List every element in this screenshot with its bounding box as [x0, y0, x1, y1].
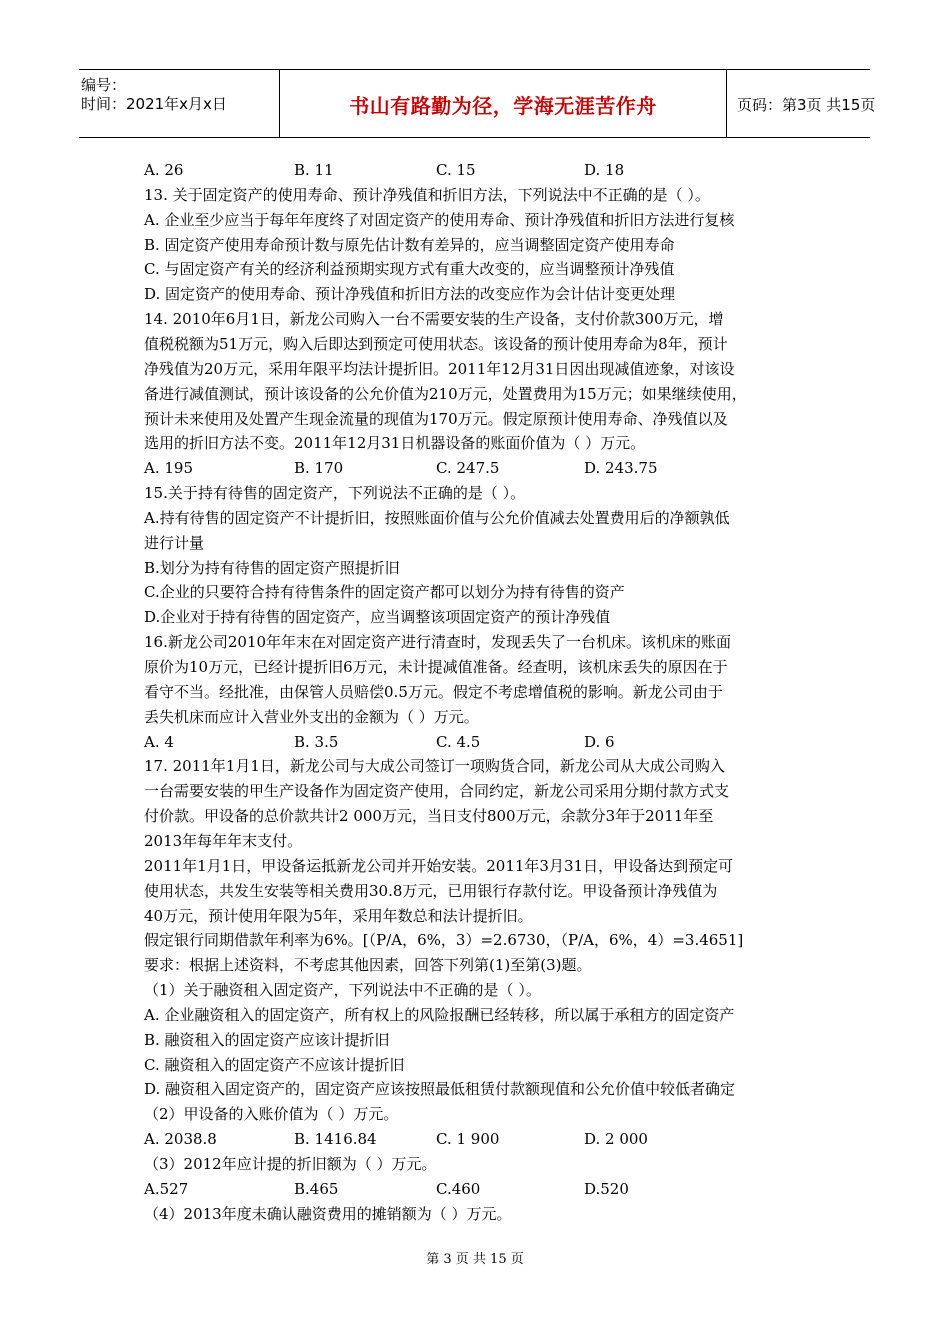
text-line: 备进行减值测试，预计该设备的公允价值为210万元，处置费用为15万元；如果继续使用， [144, 385, 747, 403]
text-line: 2013年每年年末支付。 [144, 832, 303, 850]
answer-option: D. 2 000 [584, 1130, 648, 1148]
text-line: C. 与固定资产有关的经济利益预期实现方式有重大改变的，应当调整预计净残值 [144, 260, 675, 278]
answer-option: D.520 [584, 1180, 629, 1198]
answer-option: A.527 [144, 1180, 189, 1198]
page-label: 页码：第3页 共15页 [737, 96, 876, 114]
answer-option: D. 18 [584, 161, 625, 179]
text-line: 进行计量 [144, 534, 205, 552]
answer-option: C. 15 [436, 161, 476, 179]
answer-option: C. 1 900 [436, 1130, 500, 1148]
text-line: 使用状态，共发生安装等相关费用30.8万元，已用银行存款付讫。甲设备预计净残值为 [144, 882, 718, 900]
text-line: 选用的折旧方法不变。2011年12月31日机器设备的账面价值为（ ）万元。 [144, 434, 646, 452]
text-line: （1）关于融资租入固定资产，下列说法中不正确的是（ ）。 [144, 981, 541, 999]
text-line: （4）2013年度未确认融资费用的摊销额为（ ）万元。 [144, 1205, 512, 1223]
text-line: （2）甲设备的入账价值为（ ）万元。 [144, 1105, 399, 1123]
text-line: 一台需要安装的甲生产设备作为固定资产使用，合同约定，新龙公司采用分期付款方式支 [144, 782, 730, 800]
answer-option: C. 247.5 [436, 459, 500, 477]
answer-option: C. 4.5 [436, 733, 481, 751]
text-line: 值税税额为51万元，购入后即达到预定可使用状态。该设备的预计使用寿命为8年，预计 [144, 335, 728, 353]
text-line: 40万元，预计使用年限为5年，采用年数总和法计提折旧。 [144, 907, 533, 925]
motto: 书山有路勤为径，学海无涯苦作舟 [349, 94, 657, 118]
text-line: 17. 2011年1月1日，新龙公司与大成公司签订一项购货合同，新龙公司从大成公司购入 [144, 757, 725, 775]
answer-option: A. 195 [144, 459, 193, 477]
header-motto-cell [279, 70, 727, 137]
text-line: C. 融资租入的固定资产不应该计提折旧 [144, 1056, 405, 1074]
answer-option: B. 170 [294, 459, 344, 477]
date-label: 时间：2021年x月x日 [81, 95, 227, 113]
answer-option: B.465 [294, 1180, 339, 1198]
text-line: 净残值为20万元，采用年限平均法计提折旧。2011年12月31日因出现减值迹象，对该设 [144, 360, 735, 378]
answer-option: D. 6 [584, 733, 615, 751]
text-line: 付价款。甲设备的总价款共计2 000万元，当日支付800万元，余款分3年于2011年至 [144, 807, 714, 825]
text-line: 14. 2010年6月1日，新龙公司购入一台不需要安装的生产设备，支付价款300万元，增 [144, 310, 724, 328]
answer-option: A. 2038.8 [144, 1130, 217, 1148]
answer-option: B. 11 [294, 161, 334, 179]
text-line: 要求：根据上述资料，不考虑其他因素，回答下列第(1)至第(3)题。 [144, 956, 592, 974]
text-line: 看守不当。经批准，由保管人员赔偿0.5万元。假定不考虑增值税的影响。新龙公司由于 [144, 683, 723, 701]
text-line: B. 融资租入的固定资产应该计提折旧 [144, 1031, 390, 1049]
answer-option: A. 4 [144, 733, 174, 751]
text-line: 13. 关于固定资产的使用寿命、预计净残值和折旧方法，下列说法中不正确的是（ ）。 [144, 186, 710, 204]
text-line: C.企业的只要符合持有待售条件的固定资产都可以划分为持有待售的资产 [144, 583, 625, 601]
header-info-cell [79, 70, 279, 137]
text-line: D. 融资租入固定资产的，固定资产应该按照最低租赁付款额现值和公允价值中较低者确定 [144, 1080, 736, 1098]
text-line: 15.关于持有待售的固定资产，下列说法不正确的是（ ）。 [144, 484, 526, 502]
text-line: D. 固定资产的使用寿命、预计净残值和折旧方法的改变应作为会计估计变更处理 [144, 285, 676, 303]
text-line: B. 固定资产使用寿命预计数与原先估计数有差异的，应当调整固定资产使用寿命 [144, 236, 675, 254]
text-line: A. 企业融资租入的固定资产，所有权上的风险报酬已经转移，所以属于承租方的固定资产 [144, 1006, 735, 1024]
answer-option: C.460 [436, 1180, 481, 1198]
number-label: 编号： [81, 76, 127, 94]
text-line: （3）2012年应计提的折旧额为（ ）万元。 [144, 1155, 437, 1173]
text-line: 16.新龙公司2010年年末在对固定资产进行清查时，发现丢失了一台机床。该机床的账面 [144, 633, 732, 651]
answer-option: B. 1416.84 [294, 1130, 377, 1148]
text-line: D.企业对于持有待售的固定资产，应当调整该项固定资产的预计净残值 [144, 608, 611, 626]
page-footer: 第 3 页 共 15 页 [426, 1252, 524, 1267]
answer-option: A. 26 [144, 161, 184, 179]
text-line: 预计未来使用及处置产生现金流量的现值为170万元。假定原预计使用寿命、净残值以及 [144, 410, 728, 428]
text-line: 丢失机床而应计入营业外支出的金额为（ ）万元。 [144, 708, 479, 726]
answer-option: B. 3.5 [294, 733, 339, 751]
text-line: 假定银行同期借款年利率为6%。[（P/A，6%，3）=2.6730，（P/A，6%，4）=3.4651] [144, 931, 744, 949]
text-line: B.划分为持有待售的固定资产照提折旧 [144, 559, 400, 577]
header-page-cell [727, 70, 876, 137]
text-line: 原价为10万元，已经计提折旧6万元，未计提减值准备。经查明，该机床丢失的原因在于 [144, 658, 728, 676]
page-header [79, 69, 876, 138]
answer-option: D. 243.75 [584, 459, 658, 477]
text-line: 2011年1月1日，甲设备运抵新龙公司并开始安装。2011年3月31日，甲设备达到预定可 [144, 857, 734, 875]
text-line: A.持有待售的固定资产不计提折旧，按照账面价值与公允价值减去处置费用后的净额孰低 [144, 509, 730, 527]
text-line: A. 企业至少应当于每年年度终了对固定资产的使用寿命、预计净残值和折旧方法进行复核 [144, 211, 735, 229]
